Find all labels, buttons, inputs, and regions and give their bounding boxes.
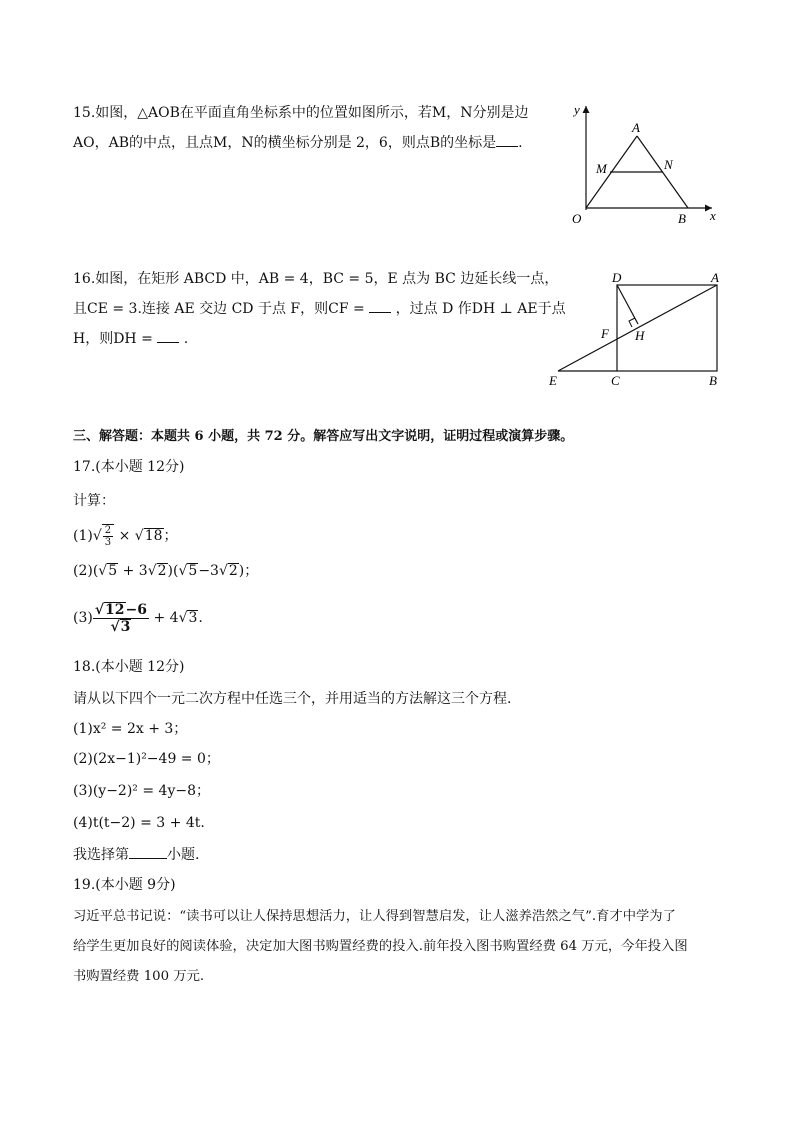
q17-p1-times: × — [118, 528, 131, 544]
q16-right-angle-mark — [629, 318, 635, 327]
q18-prompt: 请从以下四个一元二次方程中任选三个，并用适当的方法解这三个方程. — [73, 691, 512, 707]
q16-dh-blank[interactable] — [157, 330, 179, 343]
q17-p1-radicand: 18 — [144, 528, 163, 544]
q19-line2: 给学生更加良好的阅读体验，决定加大图书购置经费的投入.前年投入图书购置经费 64 万元，今年投入图 — [73, 939, 688, 954]
q15-label-N: N — [664, 157, 673, 172]
q15-label-O: O — [572, 211, 582, 226]
q15-label-y: y — [574, 102, 580, 117]
q17-part3 — [73, 596, 203, 640]
q18-choose-text-a: 我选择第 — [73, 847, 129, 863]
q17-p3-num-rest: −6 — [125, 601, 148, 618]
q17-p2-minus: −3 — [198, 563, 219, 579]
q17-part1 — [73, 522, 178, 550]
q15-figure — [562, 96, 742, 236]
q17-p2-r2: 2 — [157, 563, 167, 579]
q17-p3-den-rad: 3 — [120, 618, 131, 635]
q15-line1: 15.如图，△AOB在平面直角坐标系中的位置如图所示，若M，N分别是边 — [73, 105, 529, 121]
q15-answer-blank[interactable] — [496, 134, 518, 147]
q17-p3-numerator: √12−6 — [94, 601, 148, 618]
q16-rectangle-ABCD — [617, 285, 717, 371]
q17-p2-sqrt4: √ — [218, 563, 228, 579]
q19-title: 19.(本小题 9分) — [73, 877, 176, 893]
q17-p3-rest: + 4 — [149, 610, 179, 626]
q16-line3 — [73, 330, 188, 348]
q18-choose — [73, 846, 199, 864]
q19-line1: 习近平总书记说：“读书可以让人保持思想活力，让人得到智慧启发，让人滋养浩然之气”.育才中学为了 — [73, 909, 676, 924]
q17-title: 17.(本小题 12分) — [73, 459, 185, 475]
q17-part2 — [73, 562, 258, 580]
q17-p1-frac-num: 2 — [104, 525, 112, 536]
q15-line2-end: . — [518, 135, 523, 151]
q16-label-D: D — [612, 270, 622, 285]
q15-label-x: x — [710, 208, 716, 223]
q17-prompt: 计算： — [73, 493, 115, 509]
q16-line3-text-a: H，则DH = — [73, 331, 153, 347]
q17-p3-rad: 3 — [188, 610, 198, 626]
q15-label-A: A — [632, 120, 640, 135]
q16-label-H: H — [635, 328, 645, 343]
q18-choose-text-b: 小题. — [167, 847, 200, 863]
q17-p2-end: )； — [238, 563, 259, 579]
q15-label-B: B — [678, 211, 686, 226]
q16-label-F: F — [601, 326, 609, 341]
q17-p2-r1: 5 — [108, 563, 118, 579]
q17-p3-sqrt: √ — [178, 610, 188, 626]
q18-eq3: (3)(y−2)² = 4y−8； — [73, 783, 210, 799]
q17-p2-sqrt2: √ — [147, 563, 157, 579]
q18-title: 18.(本小题 12分) — [73, 659, 185, 675]
section3-header: 三、解答题：本题共 6 小题，共 72 分。解答应写出文字说明，证明过程或演算步骤。 — [73, 429, 574, 444]
q17-p1-fraction — [102, 524, 114, 548]
q16-label-A: A — [711, 270, 719, 285]
q17-p2-plus: + 3 — [118, 563, 148, 579]
q17-p3-fraction — [93, 602, 149, 635]
q15-line2-text: AO，AB的中点，且点M，N的横坐标分别是 2，6，则点B的坐标是 — [73, 135, 497, 151]
q17-p3-end: . — [198, 610, 203, 626]
q17-p3-denominator: √3 — [110, 618, 131, 635]
q18-eq1: (1)x² = 2x + 3； — [73, 721, 188, 737]
q16-label-B: B — [709, 373, 717, 388]
q16-line2 — [73, 300, 566, 318]
q15-line2 — [73, 134, 523, 152]
q17-p1-end: ； — [163, 528, 178, 544]
q16-figure — [544, 266, 744, 396]
q17-p1-sqrt-sign: √ — [92, 528, 102, 544]
q18-choose-blank[interactable] — [129, 846, 167, 859]
q18-eq2: (2)(2x−1)²−49 = 0； — [73, 751, 220, 767]
q16-label-E: E — [549, 373, 557, 388]
q17-p2-label: (2)( — [73, 563, 99, 579]
q16-label-C: C — [611, 373, 620, 388]
q17-p2-r3: 5 — [188, 563, 198, 579]
q18-eq4: (4)t(t−2) = 3 + 4t. — [73, 815, 205, 831]
q16-line2-text-b: ，过点 D 作DH ⊥ AE于点 — [395, 301, 566, 317]
q15-label-M: M — [596, 161, 607, 176]
q17-p2-mid: )( — [167, 563, 179, 579]
q16-line2-text-a: 且CE = 3.连接 AE 交边 CD 于点 F，则CF = — [73, 301, 365, 317]
q17-p2-sqrt1: √ — [98, 563, 108, 579]
q17-p1-sqrt-sign2: √ — [134, 528, 144, 544]
q17-p1-frac-den: 3 — [104, 537, 112, 548]
q17-p3-num-rad: 12 — [105, 601, 125, 618]
q16-line1: 16.如图，在矩形 ABCD 中，AB = 4，BC = 5，E 点为 BC 边延长线一点， — [73, 271, 559, 287]
q17-p1-label: (1) — [73, 528, 93, 544]
q16-cf-blank[interactable] — [369, 300, 391, 313]
q17-p3-label: (3) — [73, 610, 93, 626]
q19-line3: 书购置经费 100 万元. — [73, 969, 205, 984]
q16-line3-text-b: . — [183, 331, 189, 347]
q17-p2-sqrt3: √ — [178, 563, 188, 579]
q17-p2-r4: 2 — [228, 563, 238, 579]
